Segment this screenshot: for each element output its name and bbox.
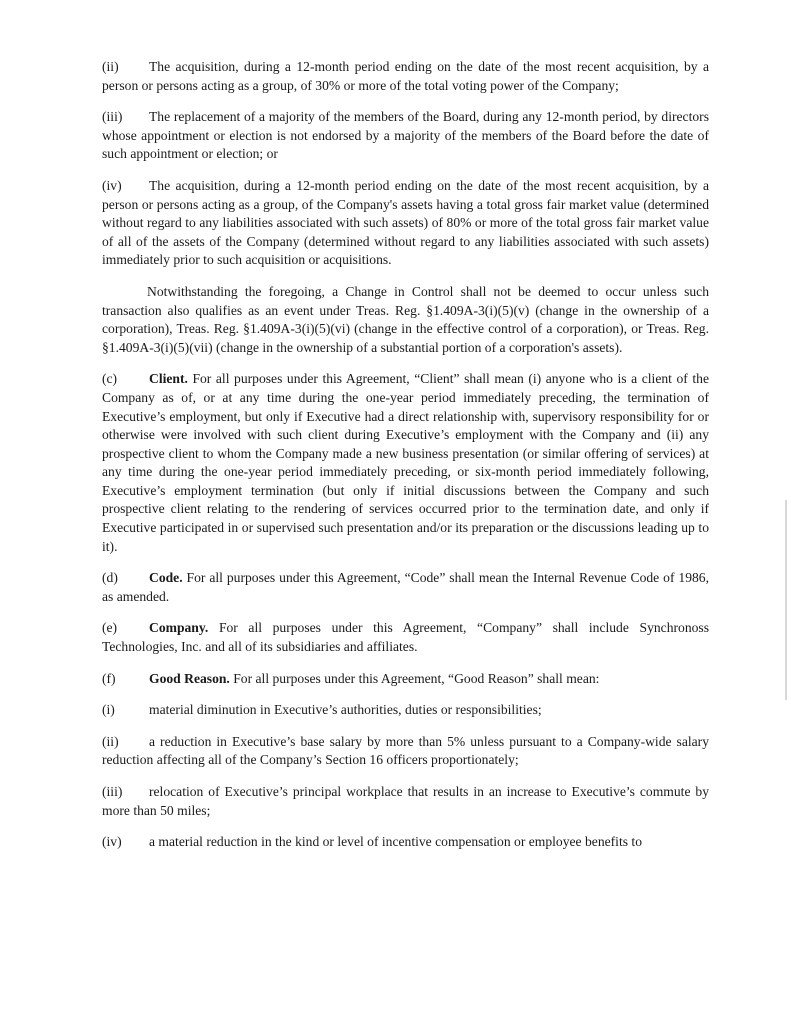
item-text: a reduction in Executive’s base salary by more than 5% unless pursuant to a Company-wide salary reduction affecting all of the Company’s Section 16 officers proportionately; <box>102 733 709 768</box>
item-text: material diminution in Executive’s authorities, duties or responsibilities; <box>149 702 542 718</box>
good-reason-item-ii <box>102 733 709 770</box>
item-text: relocation of Executive’s principal workplace that results in an increase to Executive’s commute by more than 50 miles; <box>102 784 709 818</box>
definition-company <box>102 619 709 656</box>
clause-text: The replacement of a majority of the members of the Board, during any 12-month period, by directors whose appointment or election is not endorsed by a majority of the members of the Board before the date of such appointment or election; or <box>102 109 709 162</box>
definition-text: For all purposes under this Agreement, “Good Reason” shall mean: <box>233 670 600 686</box>
clause-text: The acquisition, during a 12-month period ending on the date of the most recent acquisition, by a person or persons acting as a group, of 30% or more of the total voting power of the Company; <box>102 59 709 93</box>
clause-marker: (ii) <box>102 59 119 74</box>
item-marker: (iv) <box>102 834 122 850</box>
clause-marker: (iv) <box>102 177 122 193</box>
clause-text: The acquisition, during a 12-month period ending on the date of the most recent acquisition, by a person or persons acting as a group, of the Company's assets having a total gross fair market value (determined without regard to any liabilities associated with such assets) of 80% or more of the total gross fair market value of all of the assets of the Company (determined without regard to any liabilities associated with such assets) immediately prior to such acquisition or acquisitions. <box>102 177 709 268</box>
clause-ii-voting-power <box>102 58 709 95</box>
definition-marker: (d) <box>102 570 118 586</box>
item-marker: (iii) <box>102 784 123 799</box>
definition-marker: (f) <box>102 670 116 686</box>
definition-heading: Good Reason. <box>149 670 230 686</box>
definition-heading: Client. <box>149 371 188 387</box>
definition-heading: Company. <box>149 620 209 636</box>
clause-iii-board-replacement <box>102 108 709 164</box>
good-reason-item-i <box>102 701 709 720</box>
definition-marker: (e) <box>102 620 118 636</box>
definition-code <box>102 569 709 606</box>
definition-text: For all purposes under this Agreement, “Client” shall mean (i) anyone who is a client of the Company as of, or at any time during the one-year period immediately preceding, the termination of Executive’s employment, but only if Executive had a direct relationship with, supervisory responsibility for or otherwise were involved with such client during Executive’s employment with the Company and (ii) any prospective client to whom the Company made a new business presentation (or similar offering of services) at any time during the one-year period immediately preceding, or six-month period immediately following, Executive’s employment termination (but only if initial discussions between the Company and such prospective client relating to the rendering of services occurred prior to the termination date, and only if Executive participated in or supervised such presentation and/or its preparation or the discussions leading up to it). <box>102 371 709 554</box>
document-body <box>102 58 709 865</box>
good-reason-item-iv <box>102 833 709 852</box>
paragraph-text: Notwithstanding the foregoing, a Change in Control shall not be deemed to occur unless such transaction also qualifies as an event under Treas. Reg. §1.409A-3(i)(5)(v) (change in the ownership of a corporation), Treas. Reg. §1.409A-3(i)(5)(vi) (change in the effective control of a corporation), or Treas. Reg. §1.409A-3(i)(5)(vii) (change in the ownership of a substantial portion of a corporation's assets). <box>102 283 709 355</box>
clause-marker: (iii) <box>102 109 123 125</box>
item-text: a material reduction in the kind or level of incentive compensation or employee benefits to <box>149 834 642 850</box>
definition-good-reason <box>102 670 709 689</box>
definition-heading: Code. <box>149 570 183 586</box>
definition-marker: (c) <box>102 371 118 387</box>
scan-edge-artifact <box>785 500 787 700</box>
item-marker: (i) <box>102 702 115 718</box>
clause-iv-asset-acquisition <box>102 177 709 270</box>
definition-text: For all purposes under this Agreement, “Code” shall mean the Internal Revenue Code of 1986, as amended. <box>102 570 709 604</box>
item-marker: (ii) <box>102 733 119 749</box>
notwithstanding-paragraph <box>102 283 709 357</box>
definition-text: For all purposes under this Agreement, “Company” shall include Synchronoss Technologies, Inc. and all of its subsidiaries and affiliates. <box>102 620 709 655</box>
definition-client <box>102 370 709 556</box>
good-reason-item-iii <box>102 783 709 820</box>
